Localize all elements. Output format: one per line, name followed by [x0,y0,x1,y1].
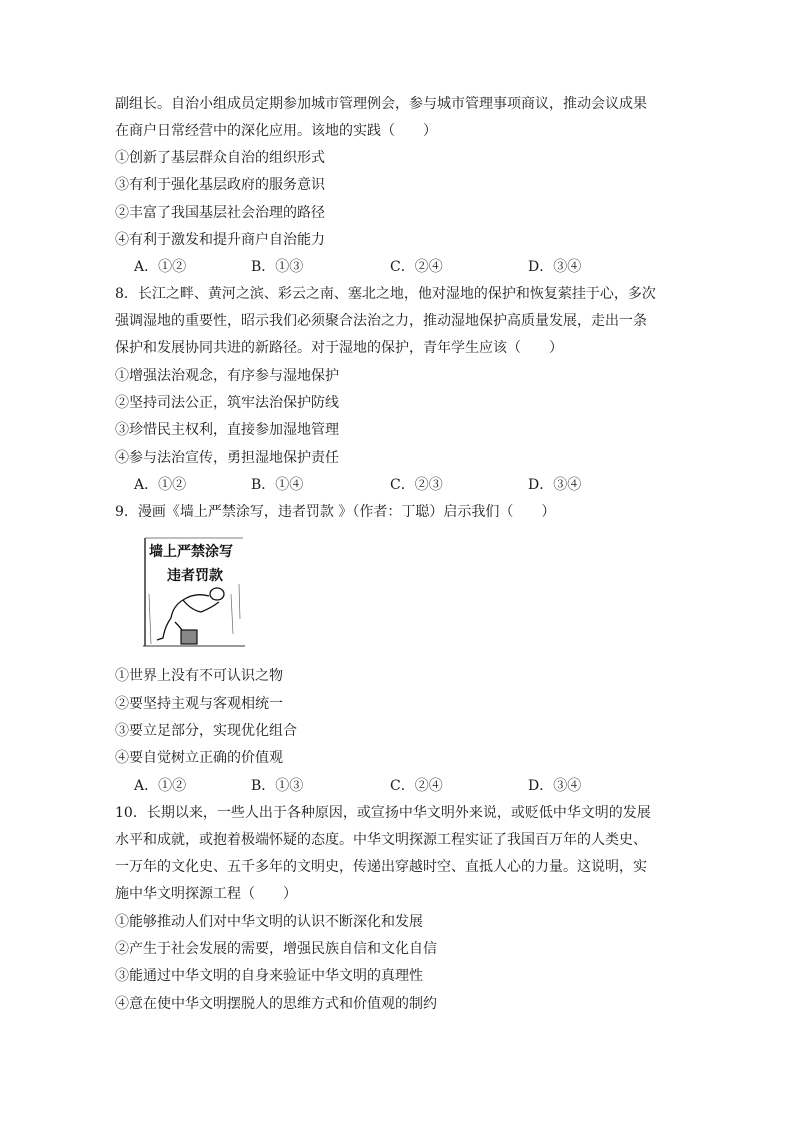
q10-stem-line-2: 水平和成就，或抱着极端怀疑的态度。中华文明探源工程实证了我国百万年的人类史、 [115,832,647,848]
q8-options [134,475,734,495]
q7-item-1: ①创新了基层群众自治的组织形式 [115,150,325,166]
q8-item-3: ③珍惜民主权利，直接参加湿地管理 [115,422,339,438]
q10-stem-line-3: 一万年的文化史、五千多年的文明史，传递出穿越时空、直抵人心的力量。这说明，实 [115,859,647,875]
cartoon-text-line-2: 违者罚款 [167,568,223,584]
q8-stem-line-3: 保护和发展协同共进的新路径。对于湿地的保护，青年学生应该（ ） [115,340,563,356]
q8-item-1: ①增强法治观念，有序参与湿地保护 [115,368,339,384]
cartoon-text-line-1: 墙上严禁涂写 [149,544,233,560]
q7-item-2: ②丰富了我国基层社会治理的路径 [115,205,325,221]
q7-stem-line-1: 副组长。自治小组成员定期参加城市管理例会，参与城市管理事项商议，推动会议成果 [115,96,647,112]
q10-item-2: ②产生于社会发展的需要，增强民族自信和文化自信 [115,941,437,957]
q10-item-1: ①能够推动人们对中华文明的认识不断深化和发展 [115,914,423,930]
q9-options [134,776,734,796]
paint-bucket [181,630,197,644]
q7-options [134,257,734,277]
q7-option-c[interactable]: C．②④ [390,259,443,275]
q8-option-c[interactable]: C．②③ [390,477,443,493]
q8-option-a[interactable]: A．①② [134,477,187,493]
q7-item-3: ③有利于强化基层政府的服务意识 [115,177,325,193]
q8-item-2: ②坚持司法公正，筑牢法治保护防线 [115,395,339,411]
q9-item-3: ③要立足部分，实现优化组合 [115,723,297,739]
q7-item-4: ④有利于激发和提升商户自治能力 [115,232,325,248]
q10-stem-line-1: 10．长期以来，一些人出于各种原因，或宣扬中华文明外来说，或贬低中华文明的发展 [115,805,651,821]
q8-option-b[interactable]: B．①④ [251,477,304,493]
q7-option-b[interactable]: B．①③ [251,259,304,275]
q9-option-d[interactable]: D．③④ [528,778,582,794]
q9-item-4: ④要自觉树立正确的价值观 [115,750,283,766]
q9-option-c[interactable]: C．②④ [390,778,443,794]
q7-option-a[interactable]: A．①② [134,259,187,275]
q10-stem-line-4: 施中华文明探源工程（ ） [115,886,297,902]
q7-stem-line-2: 在商户日常经营中的深化应用。该地的实践（ ） [115,123,437,139]
q9-stem-line-1: 9．漫画《墙上严禁涂写，违者罚款 》（作者：丁聪）启示我们（ ） [115,504,556,520]
q9-item-1: ①世界上没有不可认识之物 [115,668,283,684]
cartoon-image [143,534,245,654]
q9-item-2: ②要坚持主观与客观相统一 [115,696,283,712]
q9-option-a[interactable]: A．①② [134,778,187,794]
q10-item-3: ③能通过中华文明的自身来验证中华文明的真理性 [115,968,423,984]
q8-option-d[interactable]: D．③④ [528,477,582,493]
q7-option-d[interactable]: D．③④ [528,259,582,275]
q9-option-b[interactable]: B．①③ [251,778,304,794]
q10-item-4: ④意在使中华文明摆脱人的思维方式和价值观的制约 [115,996,437,1012]
q8-stem-line-2: 强调湿地的重要性，昭示我们必须聚合法治之力，推动湿地保护高质量发展，走出一条 [115,313,647,329]
q8-stem-line-1: 8．长江之畔、黄河之滨、彩云之南、塞北之地，他对湿地的保护和恢复萦挂于心，多次 [115,286,656,302]
q8-item-4: ④参与法治宣传，勇担湿地保护责任 [115,450,339,466]
